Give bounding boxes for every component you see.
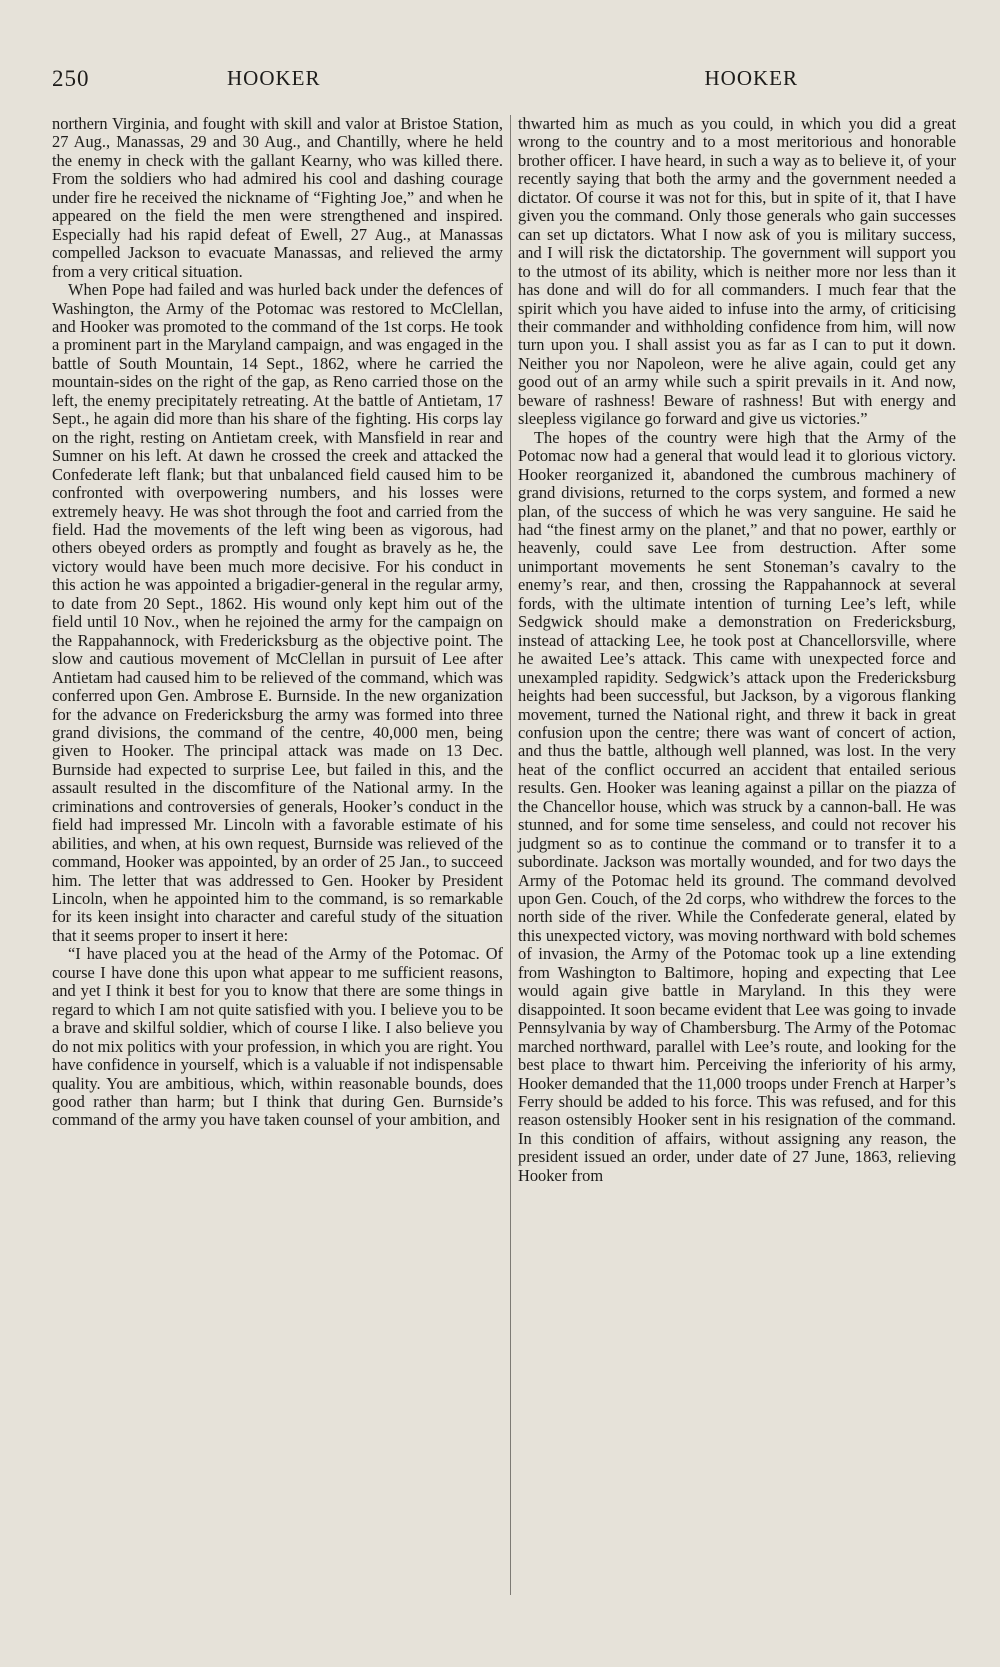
column-divider [510, 115, 511, 1595]
left-column [52, 115, 503, 1130]
running-head-right: HOOKER [704, 66, 798, 90]
paragraph: thwarted him as much as you could, in which you did a great wrong to the country and to a most meritorious and honorable brother officer. I have heard, in such a way as to believe it, of your recently saying that both the army and the government needed a dictator. Of course it was not for this, but in spite of it, that I have given you the command. Only those generals who gain successes can set up dictators. What I now ask of you is military success, and I will risk the dictatorship. The government will support you to the utmost of its ability, which is neither more nor less than it has done and will do for all commanders. I much fear that the spirit which you have aided to infuse into the army, of criticising their commander and withholding confidence from him, will now turn upon you. I shall assist you as far as I can to put it down. Neither you nor Napoleon, were he alive again, could get any good out of an army while such a spirit prevails in it. And now, beware of rashness! Beware of rashness! But with energy and sleepless vigilance go forward and give us victories.” [518, 114, 956, 429]
running-head-left: HOOKER [227, 66, 321, 90]
paragraph: northern Virginia, and fought with skill and valor at Bristoe Station, 27 Aug., Manassas, 29 and 30 Aug., and Chantilly, where he held the enemy in check with the gallant Kearny, who was killed there. From the soldiers who had admired his cool and dashing courage under fire he received the nickname of “Fighting Joe,” and when he appeared on the field the men were strengthened and inspired. Especially had his rapid defeat of Ewell, 27 Aug., at Manassas compelled Jackson to evacuate Manassas, and relieved the army from a very critical situation. [52, 114, 503, 281]
paragraph: The hopes of the country were high that the Army of the Potomac now had a general that would lead it to glorious victory. Hooker reorganized it, abandoned the cumbrous machinery of grand divisions, returned to the corps system, and formed a new plan, of the success of which he was very sanguine. He said he had “the finest army on the planet,” and that no power, earthly or heavenly, could save Lee from destruction. After some unimportant movements he sent Stoneman’s cavalry to the enemy’s rear, and then, crossing the Rappahannock at several fords, with the ultimate intention of turning Lee’s left, while Sedgwick should make a demonstration on Fredericksburg, instead of attacking Lee, he took post at Chancellorsville, where he awaited Lee’s attack. This came with unexpected force and unexampled rapidity. Sedgwick’s attack upon the Fredericksburg heights had been successful, but Jackson, by a vigorous flanking movement, turned the National right, and threw it back in great confusion upon the centre; there was want of concert of action, and thus the battle, although well planned, was lost. In the very heat of the conflict occurred an accident that entailed serious results. Gen. Hooker was leaning against a pillar on the piazza of the Chancellor house, which was struck by a cannon-ball. He was stunned, and for some time senseless, and could not recover his judgment so as to continue the command or to transfer it to a subordinate. Jackson was mortally wounded, and for two days the Army of the Potomac held its ground. The command devolved upon Gen. Couch, of the 2d corps, who withdrew the forces to the north side of the river. While the Confederate general, elated by this unexpected victory, was moving northward with bold schemes of invasion, the Army of the Potomac took up a line extending from Washington to Baltimore, hoping and expecting that Lee would again give battle in Maryland. In this they were disappointed. It soon became evident that Lee was going to invade Pennsylvania by way of Chambersburg. The Army of the Potomac marched northward, parallel with Lee’s route, and looking for the best place to thwart him. Perceiving the inferiority of his army, Hooker demanded that the 11,000 troops under French at Harper’s Ferry should be added to his force. This was refused, and for this reason ostensibly Hooker sent in his resignation of the command. In this condition of affairs, without assigning any reason, the president issued an order, under date of 27 June, 1863, relieving Hooker from [518, 427, 956, 1185]
paragraph: When Pope had failed and was hurled back under the defences of Washington, the Army of the Potomac was restored to McClellan, and Hooker was promoted to the command of the 1st corps. He took a prominent part in the Maryland campaign, and was engaged in the battle of South Mountain, 14 Sept., 1862, where he carried the mountain-sides on the right of the gap, as Reno carried those on the left, the enemy precipitately retreating. At the battle of Antietam, 17 Sept., he again did more than his share of the fighting. His corps lay on the right, resting on Antietam creek, with Mansfield in rear and Sumner on his left. At dawn he crossed the creek and attacked the Confederate left flank; but that unbalanced field caused him to be confronted with overpowering numbers, and his losses were extremely heavy. He was shot through the foot and carried from the field. Had the movements of the left wing been as vigorous, had others obeyed orders as promptly and fought as bravely as he, the victory would have been much more decisive. For his conduct in this action he was appointed a brigadier-general in the regular army, to date from 20 Sept., 1862. His wound only kept him out of the field until 10 Nov., when he rejoined the army for the campaign on the Rappahannock, with Fredericksburg as the objective point. The slow and cautious movement of McClellan in pursuit of Lee after Antietam had caused him to be relieved of the command, which was conferred upon Gen. Ambrose E. Burnside. In the new organization for the advance on Fredericksburg the army was formed into three grand divisions, the command of the centre, 40,000 men, being given to Hooker. The principal attack was made on 13 Dec. Burnside had expected to surprise Lee, but failed in this, and the assault resulted in the discomfiture of the National army. In the criminations and controversies of generals, Hooker’s conduct in the field had impressed Mr. Lincoln with a favorable estimate of his abilities, and when, at his own request, Burnside was relieved of the command, Hooker was appointed, by an order of 25 Jan., to succeed him. The letter that was addressed to Gen. Hooker by President Lincoln, when he appointed him to the command, is so remarkable for its keen insight into character and careful study of the situation that it seems proper to insert it here: [52, 280, 503, 945]
right-column [518, 115, 956, 1185]
paragraph: “I have placed you at the head of the Army of the Potomac. Of course I have done this upon what appear to me sufficient reasons, and yet I think it best for you to know that there are some things in regard to which I am not quite satisfied with you. I believe you to be a brave and skilful soldier, which of course I like. I also believe you do not mix politics with your profession, in which you are right. You have confidence in yourself, which is a valuable if not indispensable quality. You are ambitious, which, within reasonable bounds, does good rather than harm; but I think that during Gen. Burnside’s command of the army you have taken counsel of your ambition, and [52, 944, 503, 1130]
page-number: 250 [52, 66, 90, 91]
page-header [52, 66, 960, 96]
